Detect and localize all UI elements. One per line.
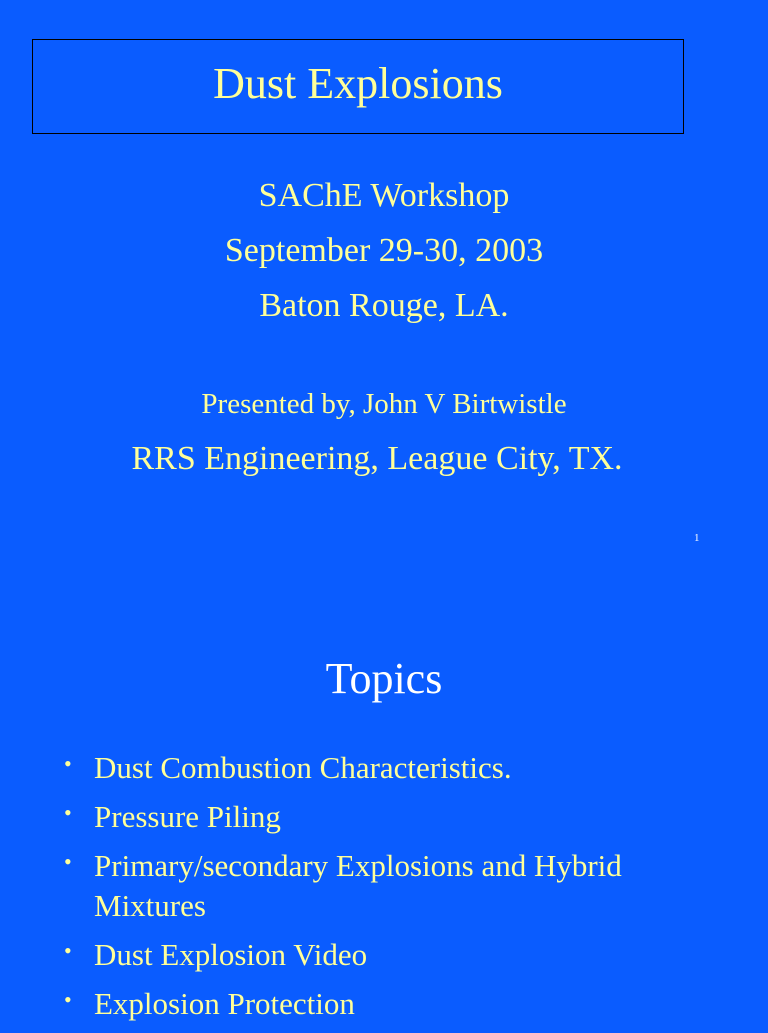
topics-title: Topics xyxy=(325,654,443,703)
bullet-icon: • xyxy=(64,938,72,963)
company-line: RRS Engineering, League City, TX. xyxy=(131,440,623,477)
list-item xyxy=(64,935,704,975)
list-item-text: Primary/secondary Explosions and Hybrid Mixtures xyxy=(94,848,622,923)
bullet-icon: • xyxy=(64,987,72,1012)
list-item xyxy=(64,748,704,788)
list-item-text: Pressure Piling xyxy=(94,799,281,834)
list-item xyxy=(64,797,704,837)
list-item-text: Dust Explosion Video xyxy=(94,937,368,972)
subtitle-event: SAChE Workshop xyxy=(258,177,510,214)
topics-list xyxy=(64,748,704,1033)
title-box xyxy=(32,39,684,134)
subtitle-block xyxy=(0,168,768,333)
list-item xyxy=(64,984,704,1024)
slide-title: Dust Explosions xyxy=(213,58,503,108)
list-item-text: Explosion Protection xyxy=(94,986,355,1021)
topics-slide xyxy=(0,576,768,1024)
list-item xyxy=(64,846,704,926)
subtitle-date: September 29-30, 2003 xyxy=(224,232,544,269)
bullet-icon: • xyxy=(64,800,72,825)
page-number: 1 xyxy=(694,532,700,544)
subtitle-location: Baton Rouge, LA. xyxy=(259,287,509,324)
list-item-text: Dust Combustion Characteristics. xyxy=(94,750,512,785)
presenter-line: Presented by, John V Birtwistle xyxy=(201,388,567,420)
bullet-icon: • xyxy=(64,751,72,776)
bullet-icon: • xyxy=(64,849,72,874)
